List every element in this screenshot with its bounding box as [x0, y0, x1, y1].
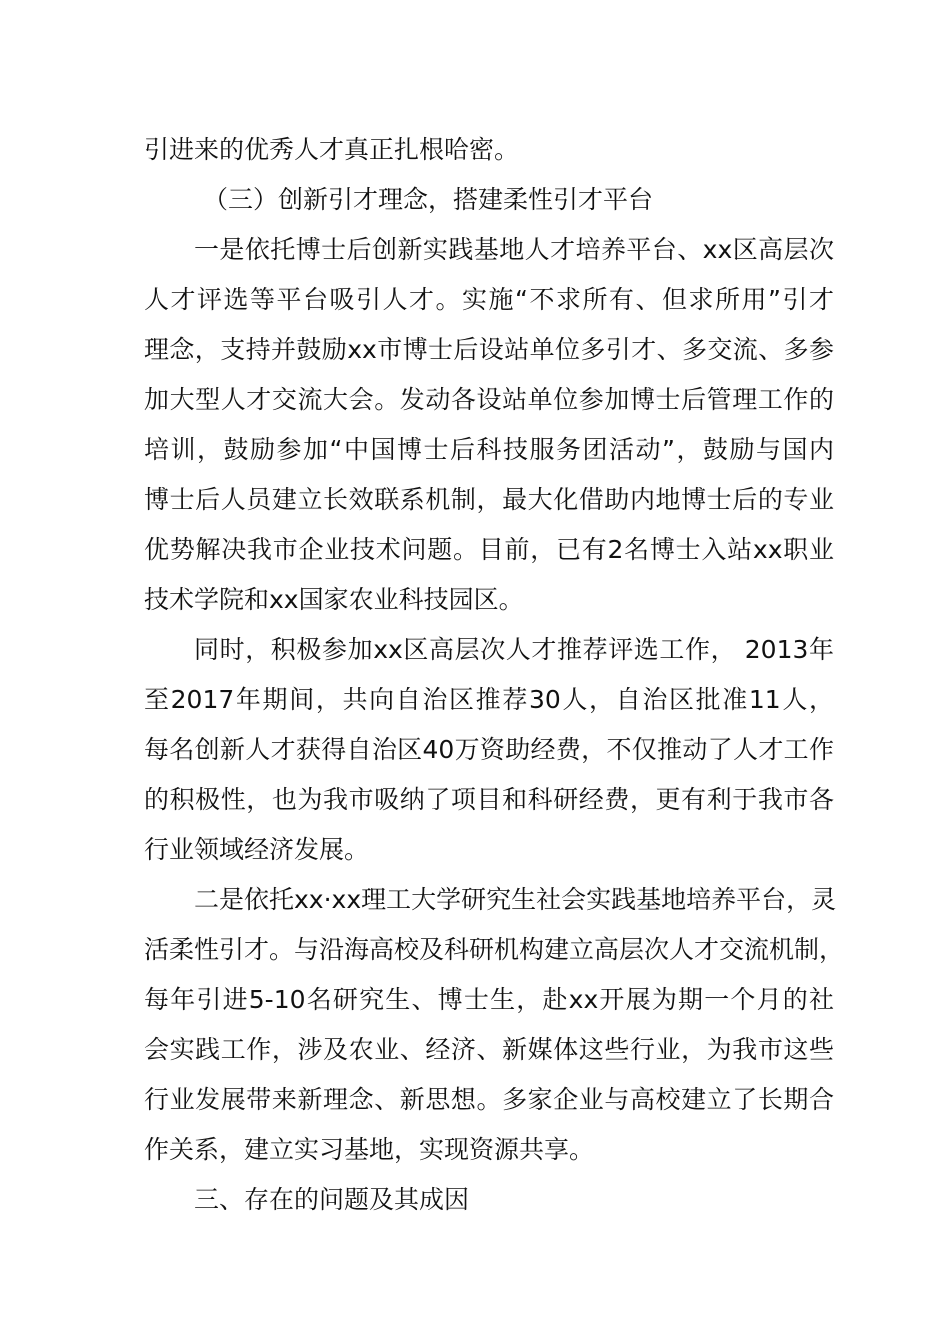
- paragraph-line: 加大型人才交流大会。发动各设站单位参加博士后管理工作的: [144, 385, 834, 414]
- paragraph-line: 人才评选等平台吸引人才。实施“不求所有、但求所用”引才: [144, 285, 834, 314]
- paragraph-line: 每名创新人才获得自治区40万资助经费，不仅推动了人才工作: [144, 735, 834, 764]
- paragraph-line: 一是依托博士后创新实践基地人才培养平台、xx区高层次: [194, 235, 834, 264]
- paragraph-line: 二是依托xx·xx理工大学研究生社会实践基地培养平台，灵: [194, 885, 837, 914]
- paragraph-line: 每年引进5-10名研究生、博士生，赴xx开展为期一个月的社: [144, 985, 834, 1014]
- paragraph-line: 活柔性引才。与沿海高校及科研机构建立高层次人才交流机制，: [144, 935, 845, 964]
- paragraph-line: 优势解决我市企业技术问题。目前，已有2名博士入站xx职业: [144, 535, 834, 564]
- paragraph-line: 会实践工作，涉及农业、经济、新媒体这些行业，为我市这些: [144, 1035, 834, 1064]
- paragraph-line: 的积极性，也为我市吸纳了项目和科研经费，更有利于我市各: [144, 785, 834, 814]
- paragraph-line: 行业领域经济发展。: [144, 835, 370, 864]
- paragraph-line: 博士后人员建立长效联系机制，最大化借助内地博士后的专业: [144, 485, 834, 514]
- section-heading: （三）创新引才理念，搭建柔性引才平台: [203, 185, 654, 214]
- paragraph-line: 培训，鼓励参加“中国博士后科技服务团活动”，鼓励与国内: [144, 435, 834, 464]
- paragraph-line: 作关系，建立实习基地，实现资源共享。: [144, 1135, 595, 1164]
- section-heading: 三、存在的问题及其成因: [194, 1185, 470, 1214]
- paragraph-line: 理念，支持并鼓励xx市博士后设站单位多引才、多交流、多参: [144, 335, 834, 364]
- paragraph-line: 行业发展带来新理念、新思想。多家企业与高校建立了长期合: [144, 1085, 834, 1114]
- paragraph-line: 技术学院和xx国家农业科技园区。: [144, 585, 524, 614]
- paragraph-line: 至2017年期间，共向自治区推荐30人，自治区批准11人，: [144, 685, 834, 714]
- paragraph-line: 引进来的优秀人才真正扎根哈密。: [144, 135, 520, 164]
- paragraph-line: 同时，积极参加xx区高层次人才推荐评选工作， 2013年: [194, 635, 834, 664]
